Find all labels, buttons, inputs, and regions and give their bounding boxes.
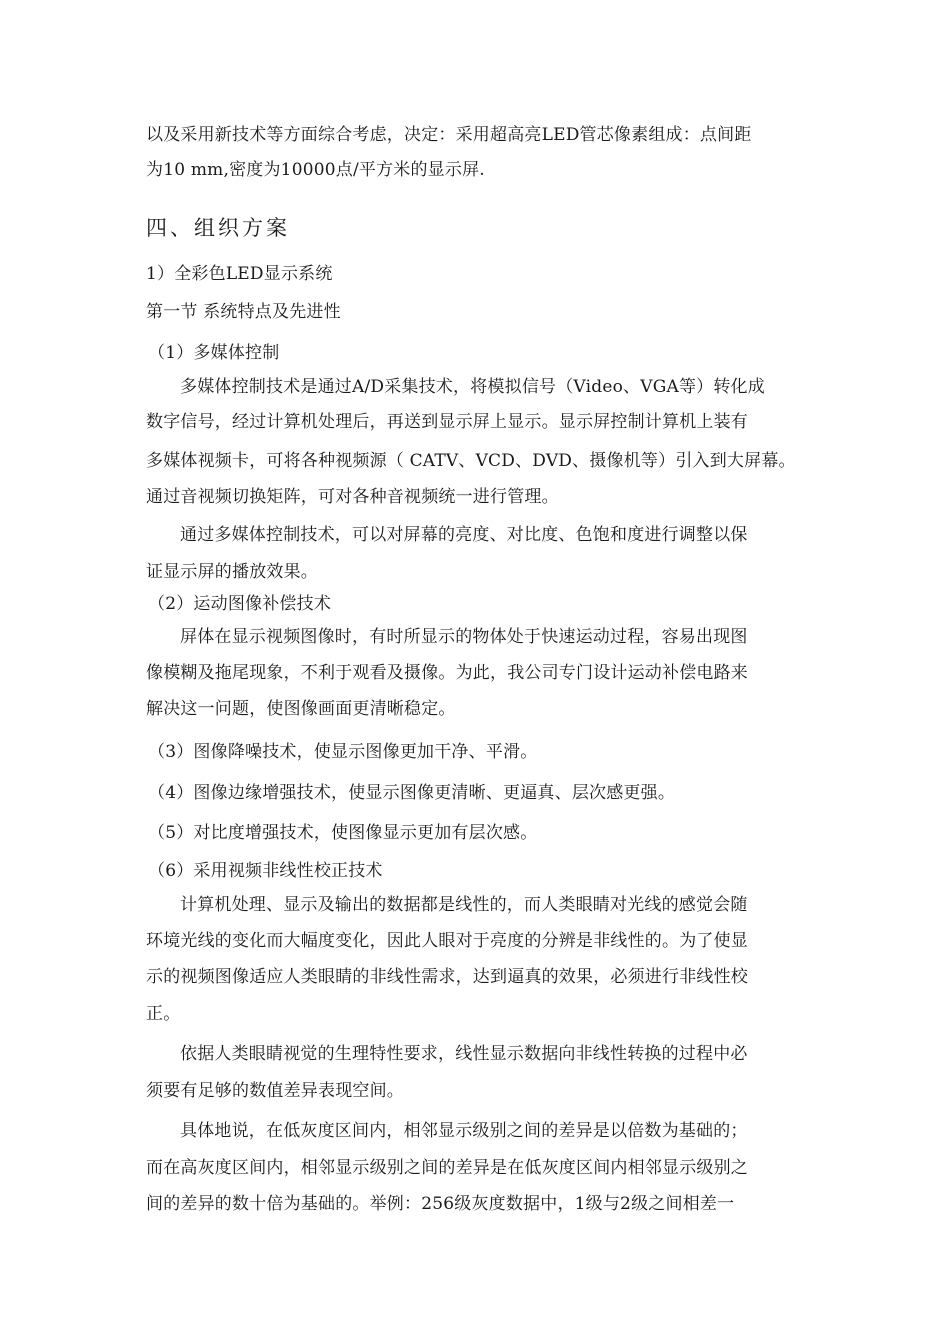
item-title: （1）多媒体控制 <box>148 343 280 363</box>
paragraph-line: 解决这一问题，使图像画面更清晰稳定。 <box>146 699 456 719</box>
paragraph-line: 示的视频图像适应人类眼睛的非线性需求，达到逼真的效果，必须进行非线性校 <box>146 967 748 987</box>
text-line: 为10 mm,密度为10000点/平方米的显示屏. <box>146 160 485 180</box>
text-line: 以及采用新技术等方面综合考虑，决定：采用超高亮LED管芯像素组成：点间距 <box>146 125 752 145</box>
item-line: （3）图像降噪技术，使显示图像更加干净、平滑。 <box>148 742 538 762</box>
subsection-title: 1）全彩色LED显示系统 <box>146 264 333 284</box>
paragraph-line: 屏体在显示视频图像时，有时所显示的物体处于快速运动过程，容易出现图 <box>180 627 748 647</box>
paragraph-line: 间的差异的数十倍为基础的。举例：256级灰度数据中，1级与2级之间相差一 <box>146 1194 735 1214</box>
paragraph-line: 通过多媒体控制技术，可以对屏幕的亮度、对比度、色饱和度进行调整以保 <box>180 525 748 545</box>
item-line: （4）图像边缘增强技术，使显示图像更清晰、更逼真、层次感更强。 <box>148 783 676 803</box>
paragraph-line: 像模糊及拖尾现象，不利于观看及摄像。为此，我公司专门设计运动补偿电路来 <box>146 663 748 683</box>
paragraph-line: 多媒体视频卡，可将各种视频源（ CATV、VCD、DVD、摄像机等）引入到大屏幕。 <box>146 451 796 471</box>
paragraph-line: 正。 <box>146 1004 181 1024</box>
section-heading: 四、组织方案 <box>146 216 290 240</box>
paragraph-line: 环境光线的变化而大幅度变化，因此人眼对于亮度的分辨是非线性的。为了使显 <box>146 931 748 951</box>
paragraph-line: 多媒体控制技术是通过A/D采集技术，将模拟信号（Video、VGA等）转化成 <box>180 377 765 397</box>
paragraph-line: 计算机处理、显示及输出的数据都是线性的，而人类眼睛对光线的感觉会随 <box>180 895 748 915</box>
chapter-title: 第一节 系统特点及先进性 <box>146 302 341 322</box>
paragraph-line: 须要有足够的数值差异表现空间。 <box>146 1081 404 1101</box>
paragraph-line: 数字信号，经过计算机处理后，再送到显示屏上显示。显示屏控制计算机上装有 <box>146 412 748 432</box>
item-line: （5）对比度增强技术，使图像显示更加有层次感。 <box>148 823 538 843</box>
item-title: （6）采用视频非线性校正技术 <box>148 861 383 881</box>
paragraph-line: 证显示屏的播放效果。 <box>146 562 318 582</box>
paragraph-line: 依据人类眼睛视觉的生理特性要求，线性显示数据向非线性转换的过程中必 <box>180 1044 748 1064</box>
item-title: （2）运动图像补偿技术 <box>148 594 332 614</box>
paragraph-line: 通过音视频切换矩阵，可对各种音视频统一进行管理。 <box>146 487 559 507</box>
paragraph-line: 具体地说，在低灰度区间内，相邻显示级别之间的差异是以倍数为基础的； <box>180 1121 748 1141</box>
paragraph-line: 而在高灰度区间内，相邻显示级别之间的差异是在低灰度区间内相邻显示级别之 <box>146 1158 748 1178</box>
